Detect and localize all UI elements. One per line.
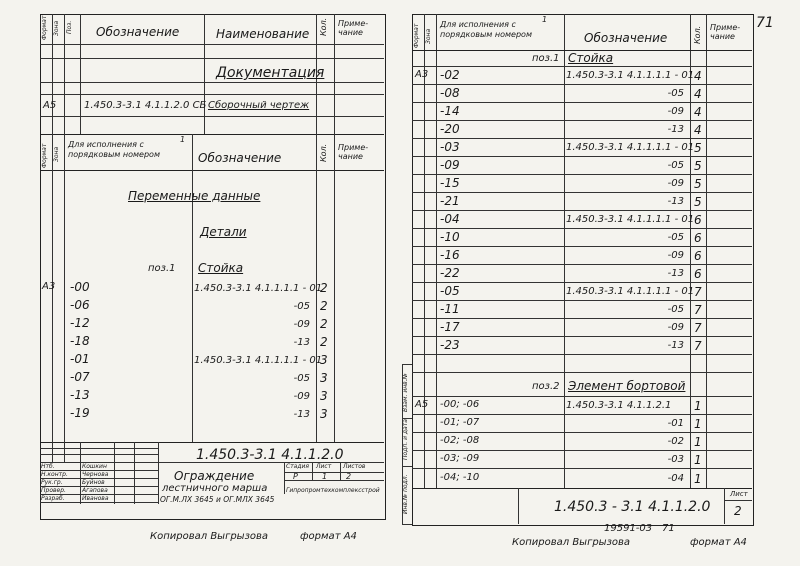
row-qty: 5	[694, 177, 702, 191]
row-qty: 1	[694, 453, 702, 467]
row-variant: -07	[70, 370, 90, 384]
staff-name: Буйнов	[82, 479, 105, 486]
row-variant: -08	[440, 86, 460, 100]
row-variant: -00; -06	[440, 399, 480, 410]
r-col-variant: Для исполнения с порядковым номером	[440, 20, 532, 39]
col-name: Наименование	[216, 27, 310, 41]
row-qty: 5	[694, 141, 702, 155]
row-qty: 1	[694, 435, 702, 449]
col-zone: Зона	[53, 20, 60, 36]
row-designation: -05	[667, 232, 684, 243]
right-doc-code: 1.450.3 - 3.1 4.1.1.2.0	[554, 499, 711, 515]
row-designation: 1.450.3-3.1 4.1.1.1.1 - 01	[194, 283, 323, 294]
right-stamp-2: 71	[662, 523, 675, 534]
page-mark: 71	[756, 15, 774, 31]
row-variant: -10	[440, 230, 460, 244]
row-designation: 1.450.3-3.1 4.1.1.1.1 - 01	[194, 355, 323, 366]
var-col-note: Приме- чание	[338, 143, 369, 161]
row-variant: -16	[440, 248, 460, 262]
row-variant: -06	[70, 298, 90, 312]
row-qty: 5	[694, 195, 702, 209]
r-pos2-name: Элемент бортовой	[568, 379, 686, 393]
side-label-replace: Взам. инв.№	[402, 373, 409, 412]
side-label-inv: Инв.№ подл.	[402, 474, 409, 514]
row-designation: -13	[667, 340, 684, 351]
row-qty: 6	[694, 267, 702, 281]
pos1-name: Стойка	[198, 261, 244, 275]
staff-role: Разраб.	[41, 495, 65, 502]
row-designation: -04	[667, 473, 684, 484]
row-variant: -14	[440, 104, 460, 118]
right-stamp: 19591-03	[604, 523, 653, 534]
sheets-value: 2	[346, 472, 352, 481]
sheets-label: Листов	[343, 463, 366, 470]
row-qty: 7	[694, 321, 702, 335]
row-designation: -09	[667, 106, 684, 117]
row-designation: -03	[667, 454, 684, 465]
doc-name: Сборочный чертеж	[208, 100, 310, 111]
row-qty: 4	[694, 123, 702, 137]
row-variant: -02; -08	[440, 435, 480, 446]
row-qty: 6	[694, 249, 702, 263]
r-col-qty: Кол.	[693, 25, 702, 44]
col-qty: Кол.	[319, 17, 328, 36]
row-designation: -05	[293, 373, 310, 384]
row-designation: 1.450.3-3.1 4.1.1.1.1 - 01	[566, 70, 695, 81]
row-variant: -01; -07	[440, 417, 480, 428]
row-qty: 5	[694, 159, 702, 173]
row-variant: -02	[440, 68, 460, 82]
right-copied-by: Копировал Выгрызова	[512, 537, 631, 548]
staff-name: Агапова	[82, 487, 108, 494]
staff-name: Кошкин	[82, 463, 107, 470]
row-designation: -09	[667, 178, 684, 189]
row-designation: 1.450.3-3.1 4.1.1.1.1 - 01	[566, 286, 695, 297]
variable-data-title: Переменные данные	[128, 189, 261, 203]
staff-role: Провер.	[41, 487, 66, 494]
var-col-zone: Зона	[53, 146, 60, 162]
title-line-3: ОГ.М.ЛХ 3645 и ОГ.МЛХ 3645	[160, 495, 275, 504]
col-designation: Обозначение	[96, 25, 180, 39]
row-designation: -09	[293, 319, 310, 330]
side-label-sign: Подп. и дата	[402, 419, 409, 460]
staff-role: Н.контр.	[41, 471, 68, 478]
row-designation: -09	[667, 250, 684, 261]
right-sheet-value: 2	[734, 504, 742, 518]
row-designation: -05	[293, 301, 310, 312]
var-col-variant: Для исполнения с порядковым номером	[68, 140, 160, 159]
var-col-qty: Кол.	[319, 143, 328, 162]
row-qty: 4	[694, 87, 702, 101]
row-variant: -23	[440, 338, 460, 352]
var-col-designation: Обозначение	[198, 151, 282, 165]
row-variant: -18	[70, 334, 90, 348]
row-format: А5	[415, 399, 429, 410]
row-qty: 1	[694, 472, 702, 486]
r-col-sup: 1	[542, 15, 548, 24]
row-variant: -01	[70, 352, 90, 366]
row-designation: -13	[293, 337, 310, 348]
row-designation: -13	[293, 409, 310, 420]
row-designation: -09	[293, 391, 310, 402]
organization: Гипропромтехкомплексстрой	[286, 487, 380, 494]
row-qty: 1	[694, 417, 702, 431]
r-pos1-name: Стойка	[568, 51, 614, 65]
row-designation: -05	[667, 160, 684, 171]
col-pos: Поз.	[66, 20, 73, 34]
row-designation: -13	[667, 268, 684, 279]
row-variant: -00	[70, 280, 90, 294]
row-designation: -09	[667, 322, 684, 333]
row-qty: 3	[320, 353, 328, 367]
sheet-label: Лист	[316, 463, 332, 470]
left-copied-by: Копировал Выгрызова	[150, 531, 269, 542]
title-line-2: лестничного марша	[162, 483, 268, 494]
doc-format: А5	[43, 100, 57, 111]
staff-name: Чернова	[82, 471, 109, 478]
r-pos2-label: поз.2	[532, 381, 560, 392]
row-variant: -15	[440, 176, 460, 190]
right-format-note: формат А4	[690, 537, 747, 548]
right-sheet-label: Лист	[730, 490, 748, 498]
r-col-zone: Зона	[425, 28, 432, 44]
row-variant: -12	[70, 316, 90, 330]
staff-name: Иванова	[82, 495, 109, 502]
row-variant: -04	[440, 212, 460, 226]
row-format: А3	[42, 281, 56, 292]
row-variant: -20	[440, 122, 460, 136]
row-qty: 1	[694, 399, 702, 413]
r-pos1-label: поз.1	[532, 53, 560, 64]
row-format: А3	[415, 69, 429, 80]
doc-designation: 1.450.3-3.1 4.1.1.2.0 СБ	[84, 100, 207, 111]
row-designation: -13	[667, 196, 684, 207]
r-col-designation: Обозначение	[584, 31, 668, 45]
title-line-1: Ограждение	[174, 469, 255, 483]
row-qty: 7	[694, 339, 702, 353]
staff-role: Нтб.	[41, 463, 55, 470]
left-doc-code: 1.450.3-3.1 4.1.1.2.0	[196, 447, 344, 463]
row-variant: -13	[70, 388, 90, 402]
row-qty: 4	[694, 69, 702, 83]
row-variant: -11	[440, 302, 460, 316]
row-designation: -13	[667, 124, 684, 135]
row-qty: 2	[320, 299, 328, 313]
sheet-value: 1	[322, 472, 328, 481]
left-format-note: формат А4	[300, 531, 357, 542]
col-format: Формат	[41, 15, 48, 40]
row-designation: -05	[667, 304, 684, 315]
row-qty: 2	[320, 281, 328, 295]
stage-value: Р	[293, 472, 298, 481]
parts-title: Детали	[200, 225, 247, 239]
row-variant: -19	[70, 406, 90, 420]
r-col-format: Формат	[413, 23, 420, 48]
row-variant: -03; -09	[440, 453, 480, 464]
var-col-sup: 1	[180, 135, 186, 144]
row-qty: 3	[320, 407, 328, 421]
pos1-label: поз.1	[148, 263, 176, 274]
staff-role: Рук.гр.	[41, 479, 63, 486]
row-variant: -03	[440, 140, 460, 154]
row-qty: 6	[694, 231, 702, 245]
row-variant: -05	[440, 284, 460, 298]
row-variant: -17	[440, 320, 460, 334]
row-designation: 1.450.3-3.1 4.1.1.1.1 - 01	[566, 214, 695, 225]
row-variant: -04; -10	[440, 472, 480, 483]
row-qty: 7	[694, 303, 702, 317]
row-designation: -01	[667, 418, 684, 429]
row-qty: 2	[320, 317, 328, 331]
row-variant: -22	[440, 266, 460, 280]
row-qty: 4	[694, 105, 702, 119]
r-col-note: Приме- чание	[710, 23, 741, 41]
row-qty: 7	[694, 285, 702, 299]
row-designation: 1.450.3-3.1 4.1.1.2.1	[566, 400, 672, 411]
stage-label: Стадия	[286, 463, 310, 470]
documentation-title: Документация	[216, 65, 325, 81]
row-qty: 2	[320, 335, 328, 349]
row-variant: -09	[440, 158, 460, 172]
row-qty: 3	[320, 371, 328, 385]
var-col-format: Формат	[41, 143, 48, 168]
col-note: Приме- чание	[338, 19, 369, 37]
row-designation: -02	[667, 436, 684, 447]
row-variant: -21	[440, 194, 460, 208]
row-designation: -05	[667, 88, 684, 99]
row-designation: 1.450.3-3.1 4.1.1.1.1 - 01	[566, 142, 695, 153]
row-qty: 3	[320, 389, 328, 403]
row-qty: 6	[694, 213, 702, 227]
